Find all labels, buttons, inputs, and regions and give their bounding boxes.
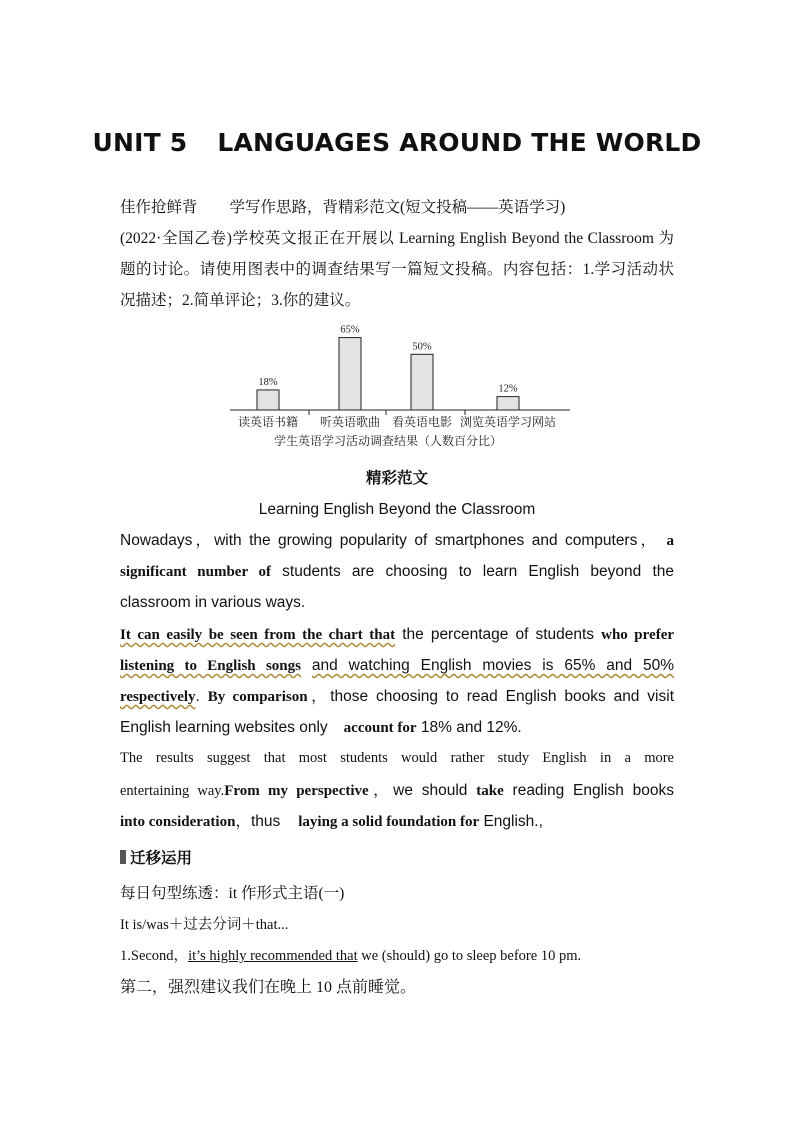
section-subtitle: 学写作思路，背精彩范文(短文投稿——英语学习) — [229, 199, 566, 216]
chart-bar — [497, 397, 519, 410]
essay-text: ，we should — [368, 782, 468, 799]
chart-category-label: 浏览英语学习网站 — [459, 415, 557, 429]
practice-heading-text: 迁移运用 — [130, 850, 193, 867]
essay-text: ，those choosing to read English books and visit — [307, 688, 674, 705]
essay-p2-line2 — [120, 650, 674, 682]
section-marker-icon — [120, 850, 126, 864]
essay-text: students are choosing to learn English beyond the — [282, 563, 674, 580]
essay-text: reading English books — [512, 782, 675, 799]
essay-text: 18% and 12%. — [420, 719, 522, 736]
chart-bar — [411, 354, 433, 410]
essay-text: English learning websites only — [120, 719, 328, 736]
practice-subheading — [120, 878, 674, 909]
essay-p2-line4 — [120, 712, 674, 744]
practice-heading — [120, 843, 674, 874]
chart-data-label: 18% — [258, 376, 278, 388]
task-line-3: 况描述；2.简单评论；3.你的建议。 — [120, 292, 361, 309]
example-text: 1.Second， — [120, 948, 189, 964]
essay-phrase: respectively — [120, 689, 196, 705]
essay-phrase: From my perspective — [224, 783, 369, 799]
chart-data-label: 50% — [412, 341, 432, 353]
essay-phrase: It can easily be seen from the chart that — [120, 627, 396, 643]
subheading-topic: it 作形式主语(一) — [228, 885, 345, 902]
model-essay-label: 精彩范文 — [365, 470, 428, 487]
intro-heading — [120, 192, 674, 223]
essay-phrase: take — [476, 783, 504, 799]
example-1 — [120, 941, 674, 972]
essay-phrase: significant number of — [120, 564, 271, 580]
essay-phrase: who prefer — [601, 627, 675, 643]
essay-phrase: account for — [343, 720, 417, 736]
essay-phrase: into consideration — [120, 814, 236, 830]
chart-title: 学生英语学习活动调查结果（人数百分比） — [273, 434, 503, 448]
essay-text: English., — [483, 813, 543, 830]
sentence-pattern: It is/was＋过去分词＋that... — [120, 917, 289, 933]
example-1-translation: 第二，强烈建议我们在晚上 10 点前睡觉。 — [120, 979, 417, 996]
essay-text: entertaining way. — [120, 783, 225, 799]
essay-p2-line3 — [120, 681, 674, 713]
essay-p2-line1 — [120, 619, 674, 651]
example-text: we (should) go to sleep before 10 pm. — [357, 948, 582, 964]
task-line-2: 题的讨论。请使用图表中的调查结果写一篇短文投稿。内容包括：1.学习活动状 — [120, 261, 674, 278]
survey-bar-chart — [230, 320, 570, 455]
essay-p3-line3 — [120, 806, 674, 838]
essay-text: . — [195, 688, 200, 705]
example-pattern: it’s highly recommended that — [188, 948, 358, 964]
subheading-label: 每日句型练透： — [120, 885, 229, 902]
essay-phrase: listening to English songs — [120, 658, 301, 674]
task-line-1: (2022·全国乙卷)学校英文报正在开展以 Learning English Beyond the Classroom 为 — [120, 230, 674, 247]
chart-bar — [339, 338, 361, 410]
essay-phrase: laying a solid foundation for — [298, 814, 480, 830]
essay-p3-line1: The results suggest that most students would rather study English in a more — [120, 750, 674, 766]
section-tag: 佳作抢鲜背 — [120, 199, 198, 216]
unit-title: LANGUAGES AROUND THE WORLD — [217, 128, 702, 157]
essay-p3-line2 — [120, 775, 674, 807]
essay-phrase: By comparison — [207, 689, 308, 705]
page-title — [0, 128, 794, 157]
chart-bar — [257, 390, 279, 410]
essay-text: Nowadays，with the growing popularity of smartphones and computers， — [120, 532, 660, 549]
essay-p1-line1 — [120, 525, 674, 557]
essay-p1-line3: classroom in various ways. — [120, 594, 306, 611]
chart-data-label: 65% — [340, 324, 360, 336]
essay-phrase: a — [666, 533, 674, 549]
essay-title: Learning English Beyond the Classroom — [258, 501, 536, 518]
unit-label: UNIT 5 — [92, 128, 188, 157]
chart-category-label: 看英语电影 — [391, 415, 453, 429]
essay-text: ，thus — [235, 813, 281, 830]
essay-text: the percentage of students — [402, 626, 595, 643]
essay-text: and watching English movies is 65% and 50% — [311, 657, 674, 674]
chart-data-label: 12% — [498, 383, 518, 395]
chart-category-label: 读英语书籍 — [237, 415, 299, 429]
essay-p1-line2 — [120, 556, 674, 588]
chart-category-label: 听英语歌曲 — [319, 415, 381, 429]
